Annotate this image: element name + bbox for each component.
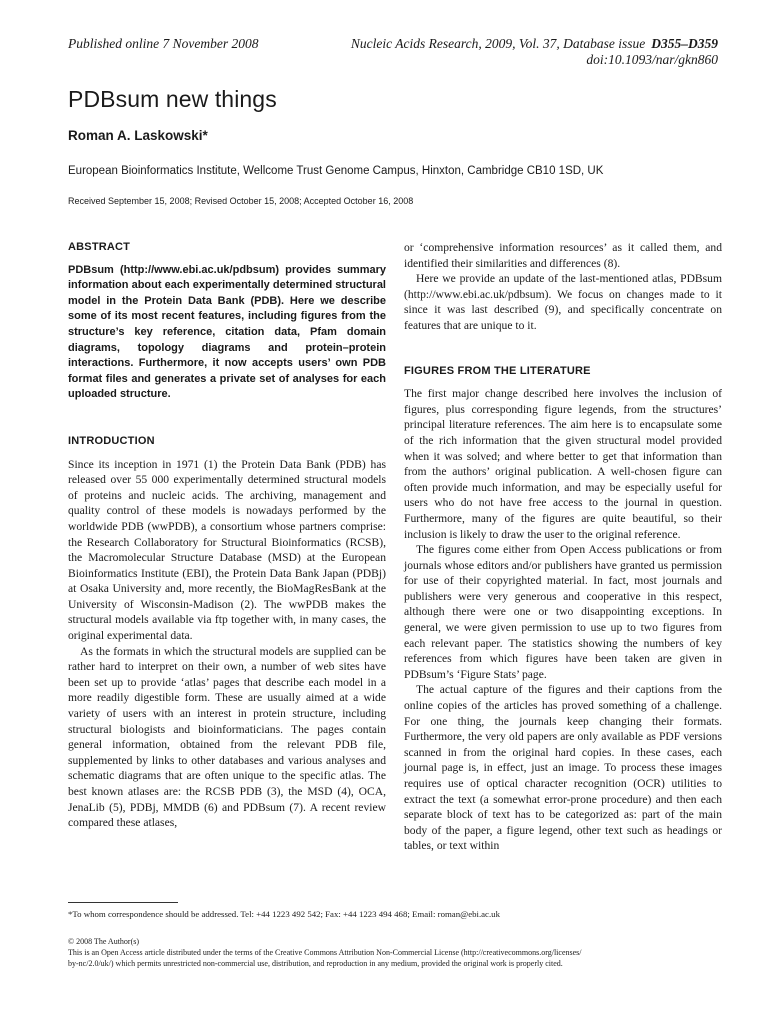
figures-heading: FIGURES FROM THE LITERATURE	[404, 364, 591, 377]
footnote-divider	[68, 902, 178, 903]
figures-paragraph-1: The first major change described here involves the inclusion of figures, plus corresponding figure legends, from the structures’ principal literature references. The aim here is to encapsulate some of the rich information that the given structural model provided when it was solved; and where better to get that information than from the authors’ original publication. A well-chosen figure can often provide much information, and may be especially useful for users who do not have free access to the journal in question. Furthermore, many of the figures are quite beautiful, so their inclusion is likely to draw the user to the original reference.	[404, 387, 722, 541]
abstract-text: PDBsum (http://www.ebi.ac.uk/pdbsum) provides summary information about each experimentally determined structural model in the Protein Data Bank (PDB). Here we describe some of its most recent features, including figures from the structure’s key reference, citation data, Pfam domain diagrams, topology diagrams and protein–protein interactions. Furthermore, it now accepts users’ own PDB format files and generates a private set of analyses for each uploaded structure.	[68, 263, 386, 401]
affiliation: European Bioinformatics Institute, Wellcome Trust Genome Campus, Hinxton, Cambridge CB10 1SD, UK	[68, 165, 604, 177]
page-range: D355–D359	[651, 36, 718, 51]
figures-paragraph-2: The figures come either from Open Access publications or from journals whose editors and/or publishers have granted us permission for use of their copyrighted material. In fact, most journals and publishers were very generous and cooperative in this respect, although there were one or two disappointing exceptions. In general, we were given permission to use up to two figures from each relevant paper. The statistics showing the numbers of key references from which figures have been taken are given in PDBsum’s ‘Figure Stats’ page.	[404, 543, 722, 681]
abstract-heading: ABSTRACT	[68, 241, 131, 253]
left-column	[68, 240, 386, 831]
received-dates: Received September 15, 2008; Revised October 15, 2008; Accepted October 16, 2008	[68, 196, 414, 206]
article-title: PDBsum new things	[68, 86, 277, 112]
published-date: Published online 7 November 2008	[68, 36, 259, 51]
doi: doi:10.1093/nar/gkn860	[586, 52, 718, 67]
license-line-1: This is an Open Access article distributed under the terms of the Creative Commons Attribution Non-Commercial License (http://creativecommons.org/licenses/	[68, 948, 582, 957]
license-notice	[68, 936, 718, 969]
copyright: © 2008 The Author(s)	[68, 937, 140, 946]
intro-paragraph-3: or ‘comprehensive information resources’ as it called them, and identified their similarities and differences (8).	[404, 241, 722, 270]
intro-paragraph-4: Here we provide an update of the last-mentioned atlas, PDBsum (http://www.ebi.ac.uk/pdbsum). We focus on changes made to it since it was last described (9), and specifically concentrate on features that are unique to it.	[404, 272, 722, 332]
author: Roman A. Laskowski*	[68, 128, 208, 143]
introduction-heading: INTRODUCTION	[68, 434, 155, 447]
intro-paragraph-1: Since its inception in 1971 (1) the Protein Data Bank (PDB) has released over 55 000 experimentally determined structural models of proteins and nucleic acids. The archiving, management and quality control of these models is nowadays performed by the worldwide PDB (wwPDB), a consortium whose partners comprise: the Research Collaboratory for Structural Bioinformatics (RCSB), the Macromolecular Structure Database (MSD) at the European Bioinformatics Institute (EBI), the Protein Data Bank Japan (PDBj) at Osaka University and, more recently, the BioMagResBank at the University of Wisconsin-Madison (2). The wwPDB makes the structural models available via ftp together with, in many cases, the original experimental data.	[68, 457, 386, 643]
journal-citation	[351, 36, 718, 68]
journal-name: Nucleic Acids Research, 2009, Vol. 37, Database issue	[350, 36, 646, 51]
right-column	[404, 240, 722, 854]
figures-paragraph-3: The actual capture of the figures and their captions from the online copies of the articles has proved something of a challenge. For one thing, the journals keep changing their formats. Furthermore, the very old papers are only available as PDF versions scanned in from the original hard copies. In these cases, each journal page is, in effect, just an image. To process these images requires use of optical character recognition (OCR) utilities to extract the text (a somewhat error-prone procedure) and then each separate block of text has to be categorized as: part of the main body of the paper, a figure legend, other text such as headings or tables, or text within	[404, 683, 722, 853]
intro-paragraph-2: As the formats in which the structural models are supplied can be rather hard to interpret on their own, a number of web sites have been set up to provide ‘atlas’ pages that describe each model in a more readily digestible form. These are usually aimed at a wide variety of users with an interest in protein structure, including structural biologists and bioinformaticians. The pages contain general information, obtained from the relevant PDB file, supplemented by links to other databases and various analyses and schematic diagrams that are often unique to the specific atlas. The best known atlases are: the RCSB PDB (3), the MSD (4), OCA, JenaLib (5), PDBj, MMDB (6) and PDBsum (7). A recent review compared these atlases,	[68, 644, 386, 830]
correspondence-footnote: *To whom correspondence should be addressed. Tel: +44 1223 492 542; Fax: +44 1223 494 468; Email: roman@ebi.ac.uk	[68, 909, 500, 919]
license-line-2: by-nc/2.0/uk/) which permits unrestricted non-commercial use, distribution, and reproduction in any medium, provided the original work is properly cited.	[68, 959, 563, 968]
